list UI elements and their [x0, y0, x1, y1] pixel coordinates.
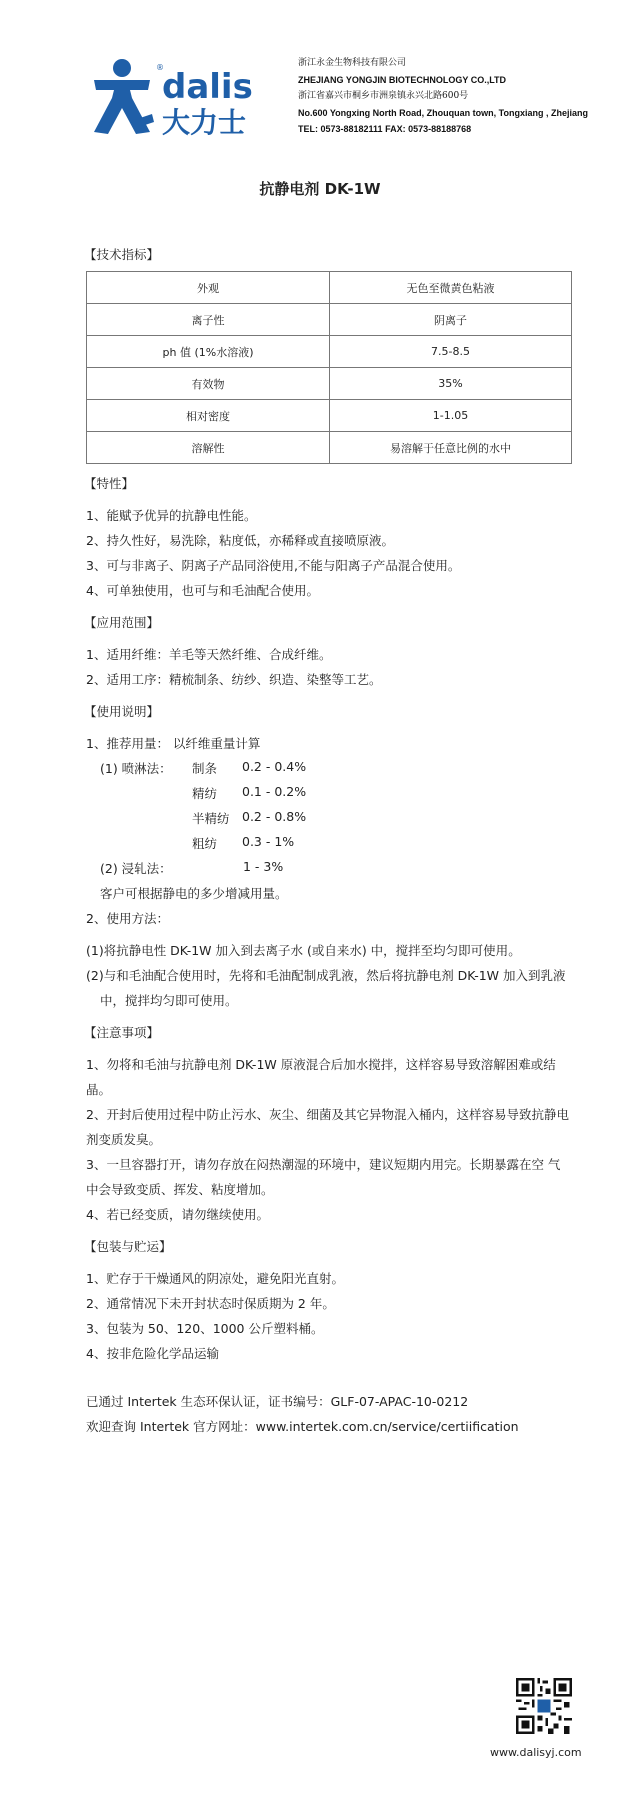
logo-wordmark: dalis	[162, 67, 253, 107]
logo-chinese: 大力士	[162, 106, 247, 138]
feature-item: 2、持久性好，易洗除，粘度低，亦稀释或直接喷原液。	[86, 533, 394, 548]
storage-item: 4、按非危险化学品运输	[86, 1346, 219, 1361]
note-line: 中会导致变质、挥发、粘度增加。	[86, 1182, 274, 1197]
spec-key: 外观	[87, 272, 330, 304]
letterhead	[0, 0, 640, 150]
method-2-cont: 中，搅拌均匀即可使用。	[100, 993, 238, 1008]
note-line: 晶。	[86, 1082, 112, 1097]
method-label: 2、使用方法：	[86, 911, 169, 926]
method-2: (2)与和毛油配合使用时，先将和毛油配制成乳液，然后将抗静电剂 DK-1W 加入到乳液	[86, 968, 566, 983]
dosage-label: 1、推荐用量： 以纤维重量计算	[86, 736, 261, 751]
storage-item: 1、贮存于干燥通风的阴凉处，避免阳光直射。	[86, 1271, 344, 1286]
table-row	[87, 304, 572, 336]
registered-mark: ®	[156, 63, 164, 72]
spray-value: 0.2 - 0.4%	[242, 759, 307, 774]
spec-heading: 【技术指标】	[84, 247, 160, 262]
table-row	[87, 432, 572, 464]
qr-code-icon	[516, 1678, 572, 1734]
method-1: (1)将抗静电性 DK-1W 加入到去离子水 (或自来水) 中，搅拌至均匀即可使用。	[86, 943, 521, 958]
spray-value: 0.2 - 0.8%	[242, 809, 307, 824]
address-en: No.600 Yongxing North Road, Zhouquan town, Tongxiang , Zhejiang	[298, 107, 588, 118]
dalis-logo	[92, 58, 276, 138]
spray-value: 0.3 - 1%	[242, 834, 295, 849]
spec-key: ph 值 (1%水溶液)	[87, 336, 330, 368]
spray-value: 0.1 - 0.2%	[242, 784, 307, 799]
storage-heading: 【包装与贮运】	[84, 1239, 172, 1254]
table-row	[87, 368, 572, 400]
spec-value: 易溶解于任意比例的水中	[330, 432, 572, 464]
spray-process: 半精纺	[192, 811, 230, 826]
table-row	[87, 272, 572, 304]
spec-key: 离子性	[87, 304, 330, 336]
adjust-note: 客户可根据静电的多少增减用量。	[100, 886, 288, 901]
pad-value: 1 - 3%	[243, 859, 284, 874]
features-heading: 【特性】	[84, 476, 135, 491]
spec-table	[86, 271, 572, 464]
feature-item: 3、可与非离子、阴离子产品同浴使用,不能与阳离子产品混合使用。	[86, 558, 461, 573]
spec-value: 无色至微黄色粘液	[330, 272, 572, 304]
document-title: 抗静电剂 DK-1W	[259, 180, 381, 198]
feature-item: 4、可单独使用，也可与和毛油配合使用。	[86, 583, 319, 598]
table-row	[87, 336, 572, 368]
table-row	[87, 400, 572, 432]
note-line: 3、一旦容器打开，请勿存放在闷热潮湿的环境中，建议短期内用完。长期暴露在空 气	[86, 1157, 561, 1172]
scope-item: 1、适用纤维：羊毛等天然纤维、合成纤维。	[86, 647, 332, 662]
spec-value: 7.5-8.5	[330, 336, 572, 368]
spec-key: 溶解性	[87, 432, 330, 464]
note-line: 剂变质发臭。	[86, 1132, 162, 1147]
company-info	[298, 55, 588, 138]
company-name-cn: 浙江永金生物科技有限公司	[298, 58, 407, 68]
scope-heading: 【应用范围】	[84, 615, 160, 630]
feature-item: 1、能赋予优异的抗静电性能。	[86, 508, 257, 523]
spec-value: 1-1.05	[330, 400, 572, 432]
note-line: 2、开封后使用过程中防止污水、灰尘、细菌及其它异物混入桶内，这样容易导致抗静电	[86, 1107, 569, 1122]
website-url[interactable]: www.dalisyj.com	[490, 1746, 582, 1759]
spray-process: 制条	[192, 761, 218, 776]
storage-item: 2、通常情况下未开封状态时保质期为 2 年。	[86, 1296, 335, 1311]
scope-item: 2、适用工序：精梳制条、纺纱、织造、染整等工艺。	[86, 672, 382, 687]
spec-key: 相对密度	[87, 400, 330, 432]
note-line: 4、若已经变质，请勿继续使用。	[86, 1207, 269, 1222]
spec-value: 阴离子	[330, 304, 572, 336]
spray-process: 粗纺	[192, 836, 218, 851]
company-name-en: ZHEJIANG YONGJIN BIOTECHNOLOGY CO.,LTD	[298, 74, 507, 85]
pad-label: (2) 浸轧法：	[100, 861, 172, 876]
spec-value: 35%	[330, 368, 572, 400]
certification-website: 欢迎查询 Intertek 官方网址：www.intertek.com.cn/service/certiification	[86, 1419, 519, 1434]
certification-line: 已通过 Intertek 生态环保认证，证书编号：GLF-07-APAC-10-0212	[86, 1394, 469, 1409]
notes-heading: 【注意事项】	[84, 1025, 160, 1040]
usage-heading: 【使用说明】	[84, 704, 160, 719]
address-cn: 浙江省嘉兴市桐乡市洲泉镇永兴北路600号	[298, 91, 469, 101]
spray-label: (1) 喷淋法：	[100, 761, 172, 776]
spec-key: 有效物	[87, 368, 330, 400]
contact-line: TEL: 0573-88182111 FAX: 0573-88188768	[298, 124, 472, 134]
note-line: 1、勿将和毛油与抗静电剂 DK-1W 原液混合后加水搅拌，这样容易导致溶解困难或结	[86, 1057, 556, 1072]
spray-process: 精纺	[192, 786, 218, 801]
storage-item: 3、包装为 50、120、1000 公斤塑料桶。	[86, 1321, 324, 1336]
